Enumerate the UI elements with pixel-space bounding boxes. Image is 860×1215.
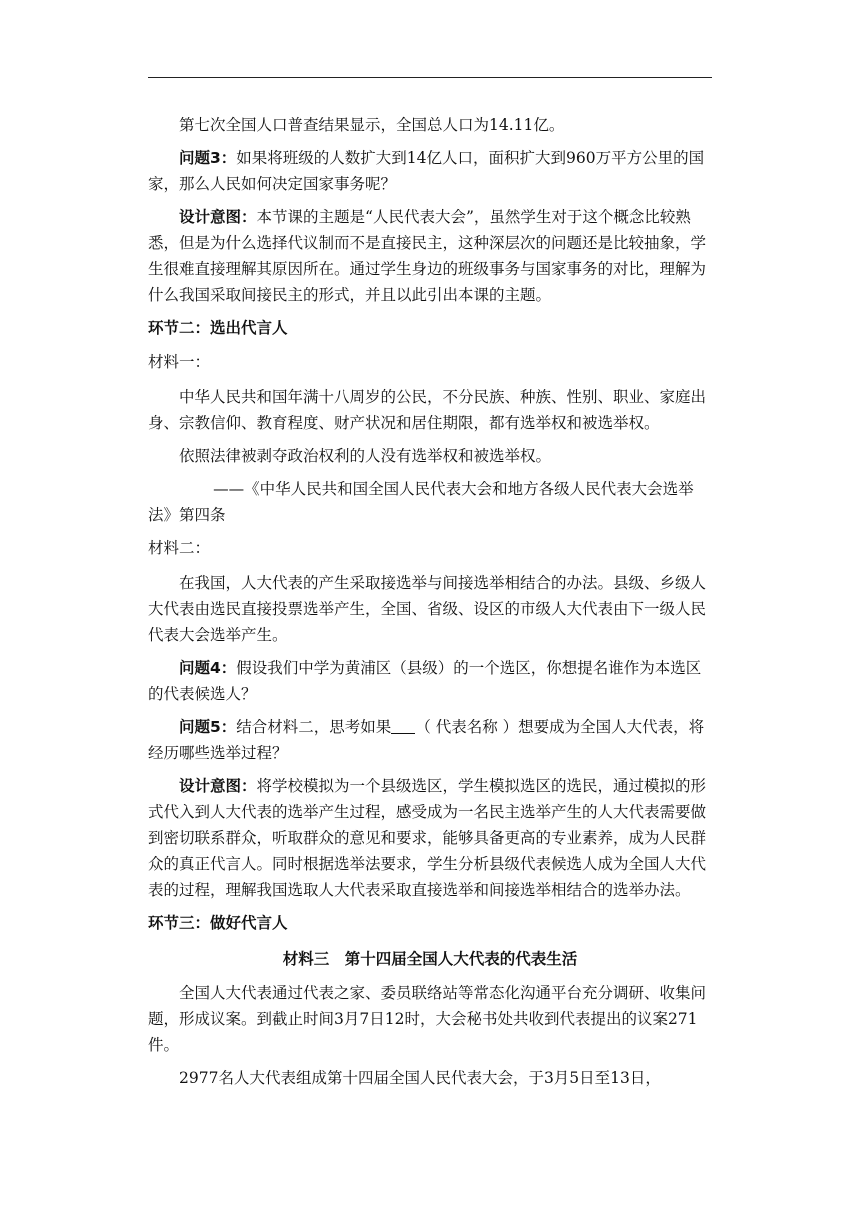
material-3-title: 材料三 第十四届全国人大代表的代表生活: [282, 950, 578, 968]
question-5: [148, 714, 712, 766]
header-rule: [148, 77, 712, 78]
design-intent-2-label: 设计意图：: [179, 777, 257, 795]
question-5-text-b: （ 代表名称 ）想要成为全国人大代表，将经历哪些选举过程？: [148, 718, 705, 762]
question-5-label: 问题5：: [179, 718, 237, 736]
question-3: [148, 145, 712, 197]
material-2-paragraph-1: 在我国，人大代表的产生采取接选举与间接选举相结合的办法。县级、乡级人大代表由选民直接投票选举产生，全国、省级、设区的市级人大代表由下一级人民代表大会选举产生。: [148, 574, 707, 644]
design-intent-1: [148, 204, 712, 308]
material-1-label: 材料一：: [148, 353, 211, 371]
material-3-paragraph-1: 全国人大代表通过代表之家、委员联络站等常态化沟通平台充分调研、收集问题，形成议案。到截止时间3月7日12时，大会秘书处共收到代表提出的议案271件。: [148, 984, 707, 1054]
material-1-source: ——《中华人民共和国全国人民代表大会和地方各级人民代表大会选举法》第四条: [148, 480, 694, 524]
census-paragraph: 第七次全国人口普查结果显示，全国总人口为14.11亿。: [179, 116, 565, 134]
question-4: [148, 655, 712, 707]
question-4-text: 假设我们中学为黄浦区（县级）的一个选区，你想提名谁作为本选区的代表候选人？: [148, 659, 702, 703]
material-3-paragraph-2: 2977名人大代表组成第十四届全国人民代表大会，于3月5日至13日，: [179, 1069, 661, 1087]
document-body: [148, 112, 712, 1098]
question-5-text-a: 结合材料二，思考如果: [236, 718, 392, 736]
question-4-label: 问题4：: [179, 659, 237, 677]
design-intent-1-label: 设计意图：: [179, 208, 257, 226]
section-3-heading: 环节三：做好代言人: [148, 914, 288, 932]
material-1-paragraph-2: 依照法律被剥夺政治权利的人没有选举权和被选举权。: [179, 447, 552, 465]
fill-in-blank: [391, 719, 415, 734]
material-2-label: 材料二：: [148, 539, 211, 557]
question-3-text: 如果将班级的人数扩大到14亿人口，面积扩大到960万平方公里的国家，那么人民如何决定国家事务呢？: [148, 149, 705, 193]
design-intent-2: [148, 773, 712, 903]
material-1-paragraph-1: 中华人民共和国年满十八周岁的公民，不分民族、种族、性别、职业、家庭出身、宗教信仰、教育程度、财产状况和居住期限，都有选举权和被选举权。: [148, 388, 707, 432]
question-3-label: 问题3：: [179, 149, 237, 167]
design-intent-2-text: 将学校模拟为一个县级选区，学生模拟选区的选民，通过模拟的形式代入到人大代表的选举产生过程，感受成为一名民主选举产生的人大代表需要做到密切联系群众，听取群众的意见和要求，能够具备更高的专业素养，成为人民群众的真正代言人。同时根据选举法要求，学生分析县级代表候选人成为全国人大代表的过程，理解我国选取人大代表采取直接选举和间接选举相结合的选举办法。: [148, 777, 707, 899]
section-2-heading: 环节二：选出代言人: [148, 319, 288, 337]
design-intent-1-text: 本节课的主题是“人民代表大会”，虽然学生对于这个概念比较熟悉，但是为什么选择代议制而不是直接民主，这种深层次的问题还是比较抽象，学生很难直接理解其原因所在。通过学生身边的班级事务与国家事务的对比，理解为什么我国采取间接民主的形式，并且以此引出本课的主题。: [148, 208, 707, 304]
